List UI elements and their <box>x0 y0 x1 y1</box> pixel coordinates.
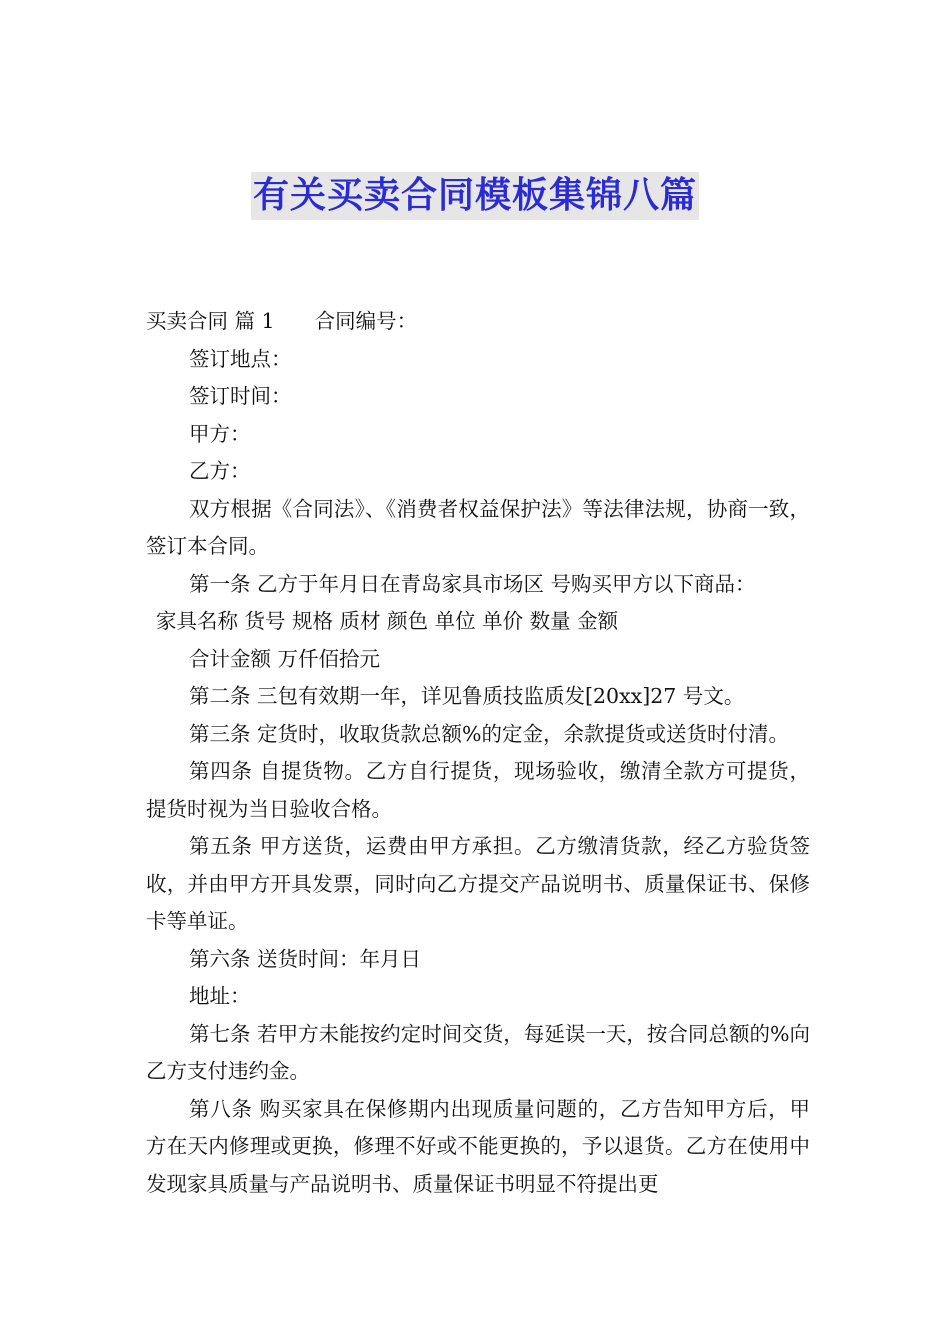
title-container <box>0 172 950 220</box>
sign-time-line: 签订时间： <box>189 384 292 408</box>
goods-columns-line: 家具名称 货号 规格 质材 颜色 单位 单价 数量 金额 <box>156 609 619 633</box>
article-5-paragraph: 第五条 甲方送货，运费由甲方承担。乙方缴清货款，经乙方验货签收，并由甲方开具发票，同时向乙方提交产品说明书、质量保证书、保修卡等单证。 <box>146 834 810 933</box>
contract-heading <box>146 303 810 341</box>
article-1-paragraph: 第一条 乙方于年月日在青岛家具市场区 号购买甲方以下商品： <box>189 571 756 596</box>
article-7-paragraph: 第七条 若甲方未能按约定时间交货，每延误一天，按合同总额的%向乙方支付违约金。 <box>146 1021 810 1083</box>
party-a-line: 甲方： <box>189 421 251 446</box>
article-6-paragraph: 第六条 送货时间：年月日 <box>189 946 422 971</box>
article-4-paragraph: 第四条 自提货物。乙方自行提货，现场验收，缴清全款方可提货，提货时视为当日验收合格。 <box>146 759 810 821</box>
contract-section-label: 买卖合同 篇 1 <box>146 309 275 333</box>
contract-number-label: 合同编号： <box>314 309 418 333</box>
document-body <box>146 303 810 1203</box>
intro-paragraph: 双方根据《合同法》、《消费者权益保护法》等法律法规，协商一致，签订本合同。 <box>146 496 810 558</box>
article-2-paragraph: 第二条 三包有效期一年，详见鲁质技监质发[20xx]27 号文。 <box>189 684 745 708</box>
article-3-paragraph: 第三条 定货时，收取货款总额%的定金，余款提货或送货时付清。 <box>189 721 789 746</box>
address-line: 地址： <box>189 984 251 1008</box>
total-amount-line: 合计金额 万仟佰拾元 <box>189 646 381 671</box>
article-8-paragraph: 第八条 购买家具在保修期内出现质量问题的，乙方告知甲方后，甲方在天内修理或更换，修理不好或不能更换的，予以退货。乙方在使用中发现家具质量与产品说明书、质量保证书明显不符提出更 <box>146 1096 810 1196</box>
document-title: 有关买卖合同模板集锦八篇 <box>251 172 699 220</box>
party-b-line: 乙方： <box>189 459 251 483</box>
sign-place-line: 签订地点： <box>189 346 292 371</box>
